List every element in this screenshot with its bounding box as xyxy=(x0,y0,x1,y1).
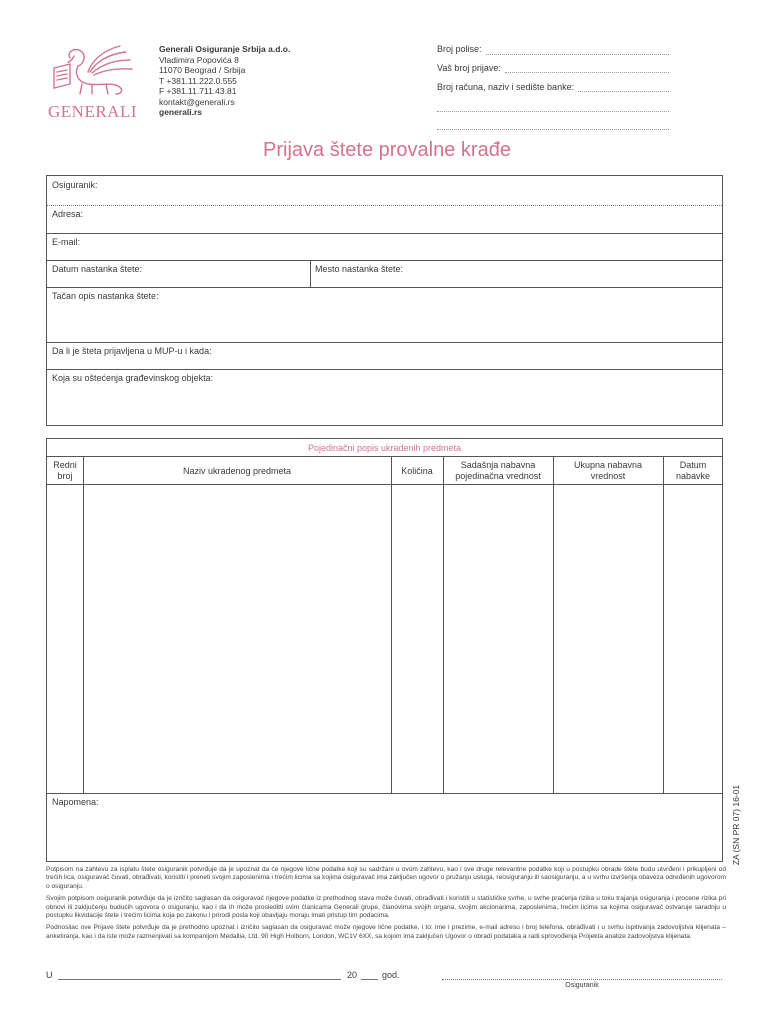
policy-number-row[interactable] xyxy=(437,44,669,54)
damage-place-label: Mesto nastanka štete: xyxy=(315,264,404,274)
column-header-total-value xyxy=(553,460,663,482)
divider xyxy=(47,342,722,343)
police-report-label: Da li je šteta prijavljena u MUP-u i kada: xyxy=(52,346,212,356)
column-header-purchase-date xyxy=(663,460,723,482)
claim-number-label: Vaš broj prijave: xyxy=(437,63,501,73)
stolen-items-table xyxy=(46,438,723,862)
column-header-quantity: Količina xyxy=(401,466,433,476)
address-label: Adresa: xyxy=(52,209,84,219)
column-divider xyxy=(553,456,554,793)
column-header-number xyxy=(47,460,83,482)
company-info xyxy=(159,44,290,118)
lion-icon xyxy=(48,42,140,98)
bank-account-line-2[interactable] xyxy=(437,92,669,112)
insured-label: Osiguranik: xyxy=(52,180,98,190)
column-divider xyxy=(391,456,392,793)
claim-number-row[interactable] xyxy=(437,54,669,73)
legal-paragraph-1: Potpisom na zahtevu za isplatu štete osiguranik potvrđuje da je upoznat da će njegove lične podatke koji su sadržani u ovom zahtevu, kao i sve druge relevantne podatke koji u postupku obrade štete budu utvrđeni i prikupljeni od trećih lica, osiguravač čuvati, obrađivati, koristiti i preneti svojim zaposlenima i trećim licima sa kojima osiguravač ima zaključen ugovor o pružanju usluga, reosiguranju ili saosiguranju, a u svrhu izvršenja obaveza određenih ugovorom o osiguranju. xyxy=(46,866,726,890)
company-email: kontakt@generali.rs xyxy=(159,96,235,107)
column-header-current-value-line2: pojedinačna vrednost xyxy=(455,471,541,481)
company-address-line2: 11070 Beograd / Srbija xyxy=(159,65,246,75)
company-address-line1: Vladimira Popovića 8 xyxy=(159,54,239,65)
column-header-total-value-line1: Ukupna nabavna xyxy=(573,460,643,470)
divider xyxy=(310,260,311,287)
company-website: generali.rs xyxy=(159,107,202,117)
bank-account-row[interactable] xyxy=(437,73,669,92)
divider xyxy=(47,456,722,457)
signer-label: Osiguranik xyxy=(565,982,599,989)
description-label: Tačan opis nastanka štete: xyxy=(52,291,159,301)
divider xyxy=(47,369,722,370)
company-name: Generali Osiguranje Srbija a.d.o. xyxy=(159,44,291,54)
year-suffix: god. xyxy=(382,970,400,980)
column-header-current-value xyxy=(443,460,553,482)
page-title: Prijava štete provalne krađe xyxy=(263,139,511,161)
column-header-total-value-line2: vrednost xyxy=(590,471,626,481)
place-prefix: U xyxy=(46,970,53,980)
column-header-item-name: Naziv ukradenog predmeta xyxy=(182,466,292,476)
divider xyxy=(47,233,722,234)
signature-section xyxy=(46,968,726,992)
items-table-title: Pojedinačni popis ukradenih predmeta xyxy=(307,443,462,453)
policy-number-field[interactable] xyxy=(486,44,669,55)
legal-paragraph-3: Podnosilac ove Prijave štete potvrđuje da je prethodno upoznat i izričito saglasan da osiguravač može njegove lične podatke, i to: ime i prezime, e-mail adresu i broj telefona, obrađivati i u svrhu ispitivanja zadovoljstva klijenata – anketiranja, kao i da iste može razmenjivati sa kompanijom Medallia, Ltd. 90 High Holborn, London, WC1V 6XX, sa kojom ima zaključen Ugovor o obradi podataka a radi sprovođenja Projekta analize zadovoljstva klijenata. xyxy=(46,924,726,940)
company-phone: T +381.11.222.0.555 xyxy=(159,75,237,86)
building-damage-label: Koja su oštećenja građevinskog objekta: xyxy=(52,373,214,383)
place-field[interactable] xyxy=(58,979,341,980)
divider xyxy=(47,793,722,794)
column-divider xyxy=(443,456,444,793)
divider xyxy=(47,287,722,288)
column-header-purchase-date-line1: Datum xyxy=(679,460,707,470)
legal-text xyxy=(46,866,726,945)
bank-account-line-3[interactable] xyxy=(437,112,669,130)
company-fax: F +381.11.711.43.81 xyxy=(159,86,237,96)
column-divider xyxy=(83,456,84,793)
form-code-text: ZA (SN PR 07) 16-01 xyxy=(731,784,741,866)
column-header-purchase-date-line2: nabavke xyxy=(675,471,711,481)
claim-details-box xyxy=(46,175,723,426)
divider xyxy=(47,205,722,206)
form-code xyxy=(729,780,743,870)
column-divider xyxy=(663,456,664,793)
generali-logo xyxy=(48,42,140,121)
reference-fields xyxy=(437,44,669,130)
damage-date-label: Datum nastanka štete: xyxy=(52,264,143,274)
divider xyxy=(47,484,722,485)
column-header-number-line1: Redni xyxy=(53,460,77,470)
year-field[interactable] xyxy=(361,979,378,980)
bank-account-field[interactable] xyxy=(578,81,669,92)
email-label: E-mail: xyxy=(52,237,81,247)
brand-wordmark: GENERALI xyxy=(48,102,137,121)
year-prefix: 20 xyxy=(347,970,358,980)
column-header-current-value-line1: Sadašnja nabavna xyxy=(460,460,536,470)
legal-paragraph-2: Svojim potpisom osiguranik potvrđuje da je izričito saglasan da osiguravač njegove podatke iz prethodnog stava može čuvati, obrađivati i koristiti u statističke svrhe, u svrhe praćenja rizika u toku trajanja osiguranja i procene rizika pri obnovi ili zaključenju budućih ugovora o osiguranju, kao i da ih može prosleditti svim članicama Generali grupe, članovima svojih organa, svojim akcionarima, zaposlenima, trećim licima sa kojima osiguravač ostvaruje saradnju u postupku likvidacije štete i trećim licima koja po zakonu i prirodi posla koji obavljaju moraju imati pristup tim podacima. xyxy=(46,895,726,920)
signature-field[interactable] xyxy=(442,979,722,980)
divider xyxy=(47,260,722,261)
title-wrap xyxy=(0,139,770,162)
bank-account-label: Broj računa, naziv i sedište banke: xyxy=(437,82,575,92)
column-header-number-line2: broj xyxy=(57,471,73,481)
note-label: Napomena: xyxy=(52,797,99,807)
policy-number-label: Broj polise: xyxy=(437,44,482,54)
claim-number-field[interactable] xyxy=(505,62,669,73)
